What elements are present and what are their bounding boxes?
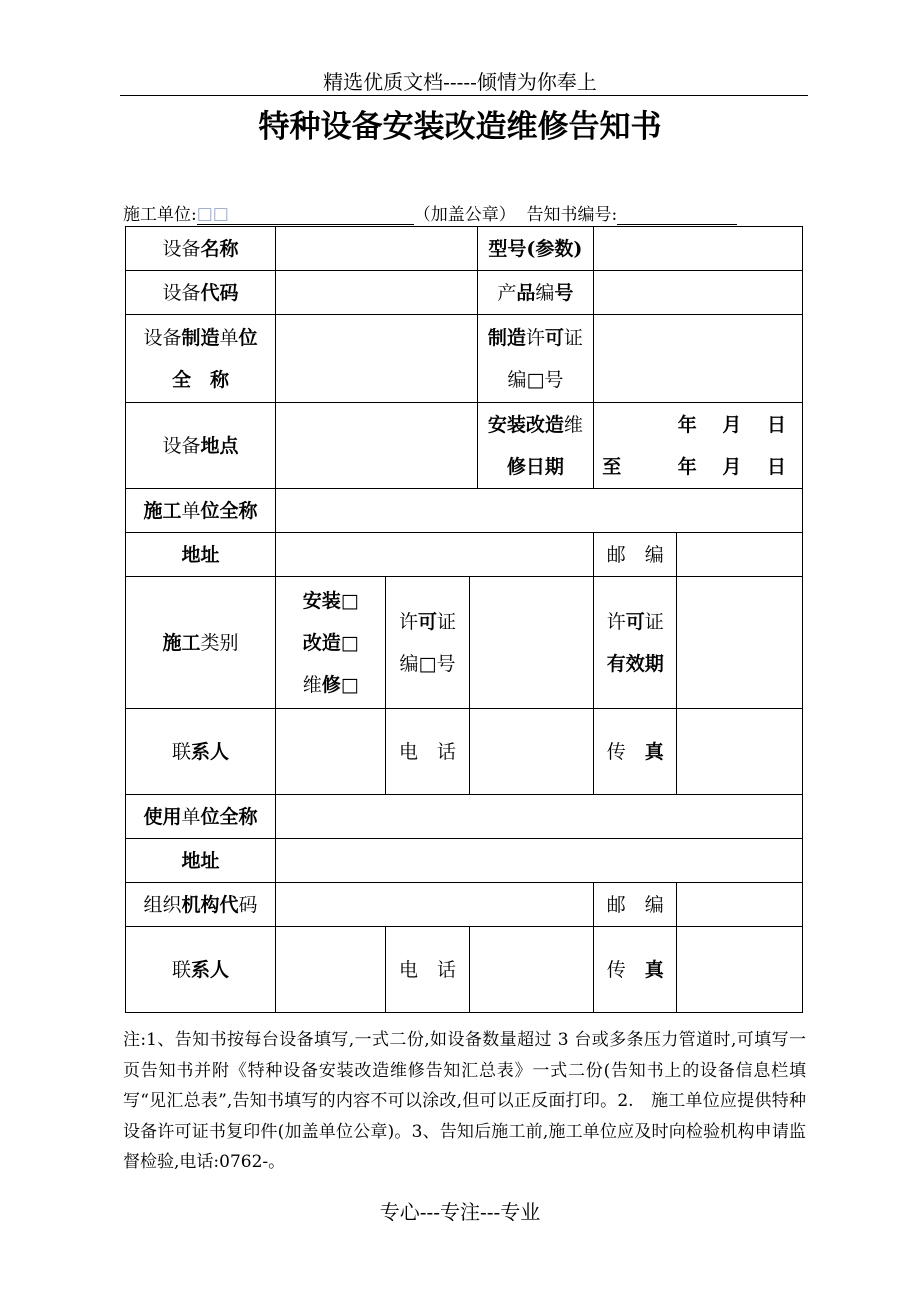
builder-fax-label: 传 真 bbox=[594, 709, 677, 795]
work-date-label: 安装改造维 修日期 bbox=[477, 403, 594, 489]
org-code-label: 组织机构代码 bbox=[126, 883, 276, 927]
builder-phone-value[interactable] bbox=[469, 709, 594, 795]
user-address-label: 地址 bbox=[126, 839, 276, 883]
page-footer: 专心---专注---专业 bbox=[379, 1200, 541, 1224]
work-type-options bbox=[275, 577, 385, 709]
work-type-label: 施工类别 bbox=[126, 577, 276, 709]
device-name-value[interactable] bbox=[275, 227, 477, 271]
construction-unit-label: 施工单位: bbox=[123, 205, 197, 225]
model-value[interactable] bbox=[594, 227, 803, 271]
user-name-value[interactable] bbox=[275, 795, 802, 839]
document-title: 特种设备安装改造维修告知书 bbox=[258, 109, 662, 145]
device-name-label: 设备名称 bbox=[126, 227, 276, 271]
builder-contact-label: 联系人 bbox=[126, 709, 276, 795]
work-date-value[interactable]: 年 月 日 至 年 月 日 bbox=[594, 403, 803, 489]
product-number-label: 产品编号 bbox=[477, 271, 594, 315]
user-contact-label: 联系人 bbox=[126, 927, 276, 1013]
builder-postcode-label: 邮 编 bbox=[594, 533, 677, 577]
table-row bbox=[126, 315, 803, 403]
builder-name-value[interactable] bbox=[275, 489, 802, 533]
builder-name-label: 施工单位全称 bbox=[126, 489, 276, 533]
device-location-value[interactable] bbox=[275, 403, 477, 489]
builder-phone-label: 电 话 bbox=[386, 709, 469, 795]
table-row bbox=[126, 489, 803, 533]
license-number-label: 许可证 编□号 bbox=[386, 577, 469, 709]
table-row bbox=[126, 533, 803, 577]
modify-checkbox[interactable]: 改造□ bbox=[302, 631, 359, 654]
user-fax-value[interactable] bbox=[677, 927, 803, 1013]
user-postcode-label: 邮 编 bbox=[594, 883, 677, 927]
license-number-value[interactable] bbox=[469, 577, 594, 709]
manufacturer-value[interactable] bbox=[275, 315, 477, 403]
builder-contact-value[interactable] bbox=[275, 709, 385, 795]
user-postcode-value[interactable] bbox=[677, 883, 803, 927]
user-phone-value[interactable] bbox=[469, 927, 594, 1013]
notes-paragraph: 注:1、告知书按每台设备填写,一式二份,如设备数量超过 3 台或多条压力管道时,可填写一页告知书并附《特种设备安装改造维修告知汇总表》一式二份(告知书上的设备信息栏填写“见汇总表”,告知书填写的内容不可以涂改,但可以正反面打印。2. 施工单位应提供特种设备许可证书复印件(加盖单位公章)。3、告知后施工前,施工单位应及时向检验机构申请监督检验,电话:0762-。 bbox=[123, 1030, 806, 1172]
device-code-value[interactable] bbox=[275, 271, 477, 315]
manufacturer-label: 设备制造单位 全 称 bbox=[126, 315, 276, 403]
org-code-value[interactable] bbox=[275, 883, 593, 927]
construction-unit-placeholder: □□ bbox=[196, 204, 229, 224]
builder-address-label: 地址 bbox=[126, 533, 276, 577]
notice-number-field[interactable] bbox=[617, 224, 737, 225]
model-label: 型号(参数) bbox=[477, 227, 594, 271]
table-row bbox=[126, 927, 803, 1013]
license-validity-value[interactable] bbox=[677, 577, 803, 709]
manufacturing-license-label: 制造许可证 编□号 bbox=[477, 315, 594, 403]
table-row bbox=[126, 271, 803, 315]
construction-unit-field[interactable] bbox=[197, 204, 414, 225]
user-address-value[interactable] bbox=[275, 839, 802, 883]
repair-checkbox[interactable]: 维修□ bbox=[302, 673, 359, 696]
device-code-label: 设备代码 bbox=[126, 271, 276, 315]
license-validity-label: 许可证 有效期 bbox=[594, 577, 677, 709]
user-fax-label: 传 真 bbox=[594, 927, 677, 1013]
user-name-label: 使用单位全称 bbox=[126, 795, 276, 839]
user-contact-value[interactable] bbox=[275, 927, 385, 1013]
install-checkbox[interactable]: 安装□ bbox=[302, 589, 359, 612]
table-row bbox=[126, 795, 803, 839]
header-rule bbox=[120, 95, 808, 96]
builder-postcode-value[interactable] bbox=[677, 533, 803, 577]
builder-address-value[interactable] bbox=[275, 533, 593, 577]
notice-form-table bbox=[125, 226, 803, 1013]
table-row bbox=[126, 839, 803, 883]
seal-note: （加盖公章） bbox=[413, 205, 516, 225]
manufacturing-license-value[interactable] bbox=[594, 315, 803, 403]
table-row bbox=[126, 403, 803, 489]
form-meta-line bbox=[123, 200, 737, 225]
device-location-label: 设备地点 bbox=[126, 403, 276, 489]
table-row bbox=[126, 709, 803, 795]
table-row bbox=[126, 883, 803, 927]
table-row bbox=[126, 577, 803, 709]
builder-fax-value[interactable] bbox=[677, 709, 803, 795]
notice-number-label: 告知书编号: bbox=[526, 205, 618, 225]
page-header: 精选优质文档-----倾情为你奉上 bbox=[323, 70, 597, 94]
user-phone-label: 电 话 bbox=[386, 927, 469, 1013]
product-number-value[interactable] bbox=[594, 271, 803, 315]
table-row bbox=[126, 227, 803, 271]
